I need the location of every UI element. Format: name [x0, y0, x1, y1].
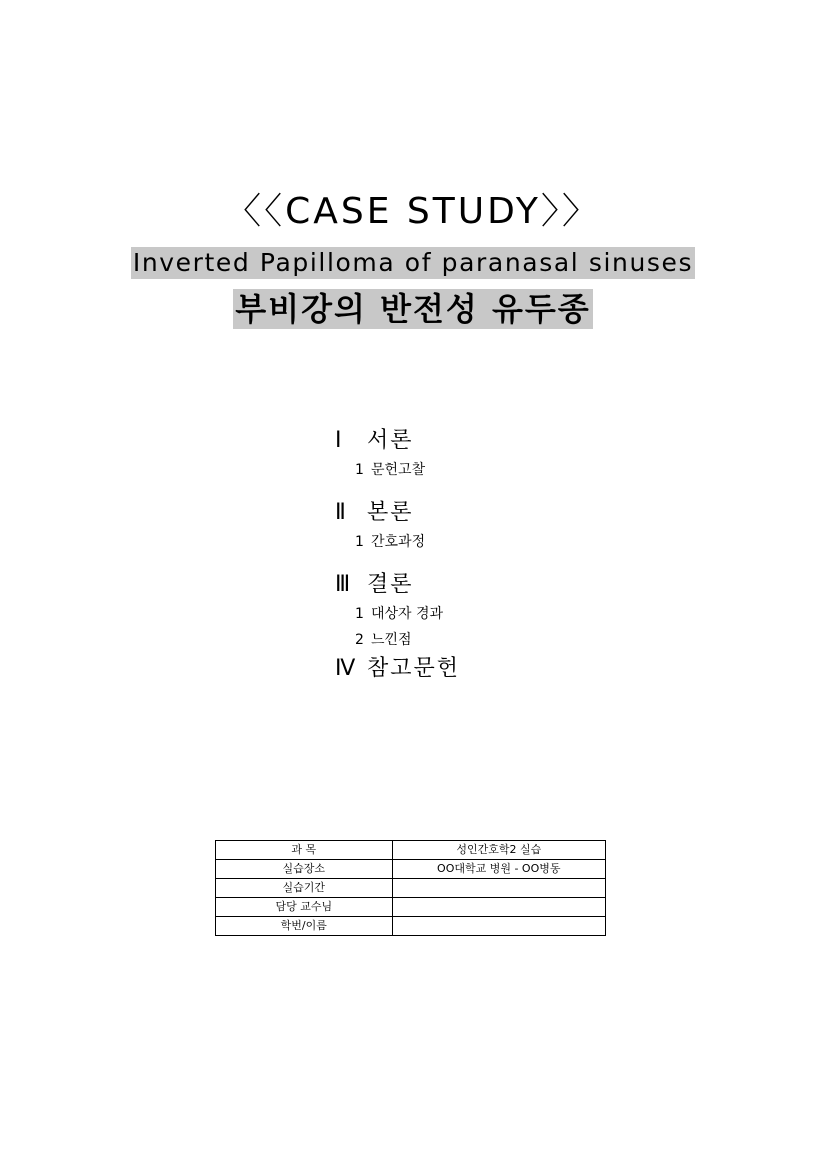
toc-section-2 [335, 497, 635, 529]
toc-section-label: 결론 [367, 572, 414, 597]
info-key: 과 목 [216, 841, 393, 860]
toc-item-label: 느낀점 [371, 632, 412, 648]
toc-item [355, 457, 635, 483]
info-value: 성인간호학2 실습 [392, 841, 605, 860]
toc-item-number: 1 [355, 534, 364, 550]
toc-section-number: Ⅱ [335, 500, 346, 525]
info-table [215, 840, 606, 936]
info-key: 학번/이름 [216, 917, 393, 936]
table-row [216, 879, 606, 898]
toc-item [355, 529, 635, 555]
toc-item [355, 601, 635, 627]
toc-section-1 [335, 425, 635, 457]
toc-item-number: 2 [355, 632, 364, 648]
english-subtitle: Inverted Papilloma of paranasal sinuses [132, 248, 694, 277]
english-subtitle-wrapper [0, 247, 826, 279]
toc-item-label: 간호과정 [371, 534, 426, 550]
toc-section-label: 참고문헌 [367, 656, 461, 681]
toc-section-number: Ⅰ [335, 428, 342, 453]
toc-section-number: Ⅲ [335, 572, 351, 597]
table-row [216, 860, 606, 879]
info-key: 실습장소 [216, 860, 393, 879]
toc-section-number: Ⅳ [335, 656, 356, 681]
table-of-contents [335, 425, 635, 685]
toc-item-label: 대상자 경과 [371, 606, 444, 622]
toc-section-3 [335, 569, 635, 601]
korean-title: 부비강의 반전성 유두종 [235, 290, 591, 328]
table-row [216, 917, 606, 936]
case-study-title: 〈〈CASE STUDY〉〉 [225, 191, 601, 232]
info-value: OO대학교 병원 - OO병동 [392, 860, 605, 879]
info-value [392, 898, 605, 917]
korean-title-wrapper [0, 289, 826, 329]
info-value [392, 879, 605, 898]
toc-item-number: 1 [355, 606, 364, 622]
toc-item [355, 627, 635, 653]
toc-section-4 [335, 653, 635, 685]
info-key: 담당 교수님 [216, 898, 393, 917]
toc-item-label: 문헌고찰 [371, 462, 426, 478]
toc-section-label: 본론 [367, 500, 414, 525]
info-key: 실습기간 [216, 879, 393, 898]
toc-section-label: 서론 [367, 428, 414, 453]
info-value [392, 917, 605, 936]
toc-item-number: 1 [355, 462, 364, 478]
table-row [216, 841, 606, 860]
table-row [216, 898, 606, 917]
